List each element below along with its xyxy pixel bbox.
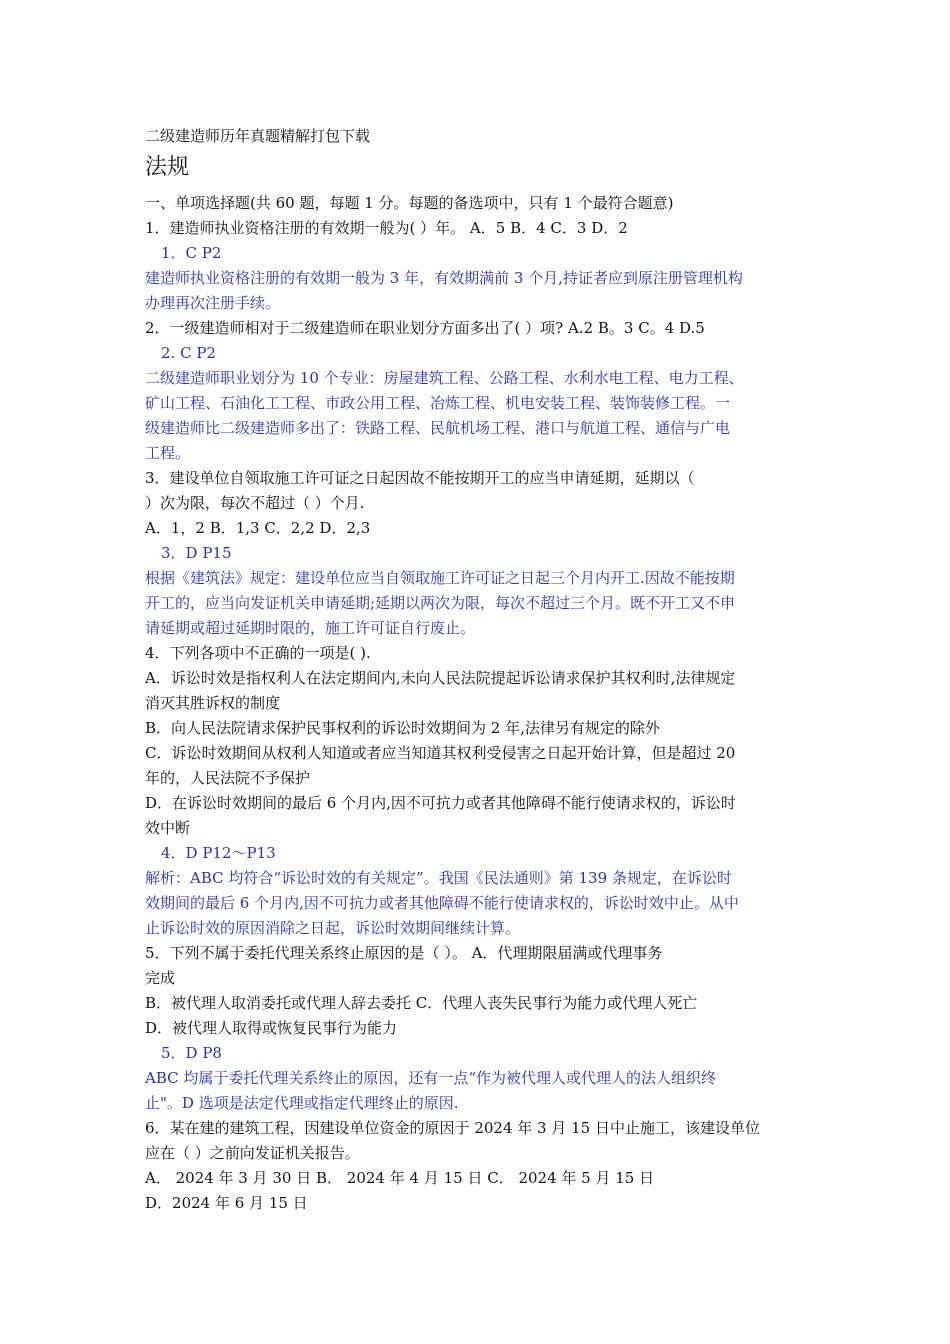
- document-page: [145, 124, 813, 1216]
- explanation-line: 二级建造师职业划分为 10 个专业：房屋建筑工程、公路工程、水利水电工程、电力工程、: [145, 369, 744, 387]
- question-line: A．1，2 B．1,3 C．2,2 D．2,3: [145, 519, 371, 537]
- question-line: 消灭其胜诉权的制度: [145, 694, 281, 712]
- explanation-line: 工程。: [145, 444, 191, 462]
- question-line: 2．一级建造师相对于二级建造师在职业划分方面多出了( ）项? A.2 B。3 C。4 D.5: [145, 319, 705, 337]
- answer-key-line: 2. C P2: [161, 344, 216, 362]
- explanation-line: 办理再次注册手续。: [145, 294, 281, 312]
- answer-key-line: 4．D P12～P13: [161, 844, 276, 862]
- explanation-line: 建造师执业资格注册的有效期一般为 3 年，有效期满前 3 个月,持证者应到原注册管理机构: [145, 269, 743, 287]
- question-line: D．在诉讼时效期间的最后 6 个月内,因不可抗力或者其他障碍不能行使请求权的，诉讼时: [145, 794, 736, 812]
- explanation-line: 请延期或超过延期时限的，施工许可证自行废止。: [145, 619, 476, 637]
- question-line: 应在（ ）之前向发证机关报告。: [145, 1144, 360, 1162]
- question-line: A．诉讼时效是指权利人在法定期间内,未向人民法院提起诉讼请求保护其权利时,法律规定: [145, 669, 736, 687]
- question-line: 6．某在建的建筑工程，因建设单位资金的原因于 2024 年 3 月 15 日中止施工，该建设单位: [145, 1119, 760, 1137]
- explanation-line: ABC 均属于委托代理关系终止的原因，还有一点“作为被代理人或代理人的法人组织终: [145, 1069, 717, 1087]
- explanation-line: 矿山工程、石油化工工程、市政公用工程、冶炼工程、机电安装工程、装饰装修工程。一: [145, 394, 731, 412]
- question-line: D．2024 年 6 月 15 日: [145, 1194, 308, 1212]
- answer-key-line: 5．D P8: [161, 1044, 222, 1062]
- answer-key-line: 1．C P2: [161, 244, 222, 262]
- question-line: 5．下列不属于委托代理关系终止原因的是（ ）。 A．代理期限届满或代理事务: [145, 944, 663, 962]
- explanation-line: 根据《建筑法》规定：建设单位应当自领取施工许可证之日起三个月内开工.因故不能按期: [145, 569, 735, 587]
- question-line: 年的，人民法院不予保护: [145, 769, 311, 787]
- section-intro: 一、单项选择题(共 60 题，每题 1 分。每题的备选项中，只有 1 个最符合题意): [145, 194, 674, 212]
- explanation-line: 级建造师比二级建造师多出了：铁路工程、民航机场工程、港口与航道工程、通信与广电: [145, 419, 731, 437]
- question-line: 效中断: [145, 819, 191, 837]
- document-title: 二级建造师历年真题精解打包下载: [145, 127, 371, 145]
- explanation-line: 止诉讼时效的原因消除之日起，诉讼时效期间继续计算。: [145, 919, 521, 937]
- question-line: A． 2024 年 3 月 30 日 B． 2024 年 4 月 15 日 C． 2024 年 5 月 15 日: [145, 1169, 655, 1187]
- question-line: C．诉讼时效期间从权利人知道或者应当知道其权利受侵害之日起开始计算，但是超过 20: [145, 744, 736, 762]
- explanation-line: 止"。D 选项是法定代理或指定代理终止的原因.: [145, 1094, 459, 1112]
- explanation-line: 解析：ABC 均符合“诉讼时效的有关规定”。我国《民法通则》第 139 条规定，在诉讼时: [145, 869, 732, 887]
- question-line: 4．下列各项中不正确的一项是( ).: [145, 644, 371, 662]
- explanation-line: 效期间的最后 6 个月内,因不可抗力或者其他障碍不能行使请求权的，诉讼时效中止。从中: [145, 894, 739, 912]
- question-line: 3．建设单位自领取施工许可证之日起因故不能按期开工的应当申请延期，延期以（: [145, 469, 695, 487]
- question-list: [145, 216, 813, 1216]
- question-line: 1．建造师执业资格注册的有效期一般为( ）年。 A．5 B．4 C．3 D．2: [145, 219, 628, 237]
- question-line: ）次为限，每次不超过（ ）个月.: [145, 494, 365, 512]
- explanation-line: 开工的，应当向发证机关申请延期;延期以两次为限，每次不超过三个月。既不开工又不申: [145, 594, 736, 612]
- section-heading: 法规: [145, 155, 190, 180]
- question-line: D．被代理人取得或恢复民事行为能力: [145, 1019, 398, 1037]
- question-line: 完成: [145, 969, 176, 987]
- answer-key-line: 3．D P15: [161, 544, 232, 562]
- question-line: B．向人民法院请求保护民事权利的诉讼时效期间为 2 年,法律另有规定的除外: [145, 719, 660, 737]
- question-line: B．被代理人取消委托或代理人辞去委托 C．代理人丧失民事行为能力或代理人死亡: [145, 994, 698, 1012]
